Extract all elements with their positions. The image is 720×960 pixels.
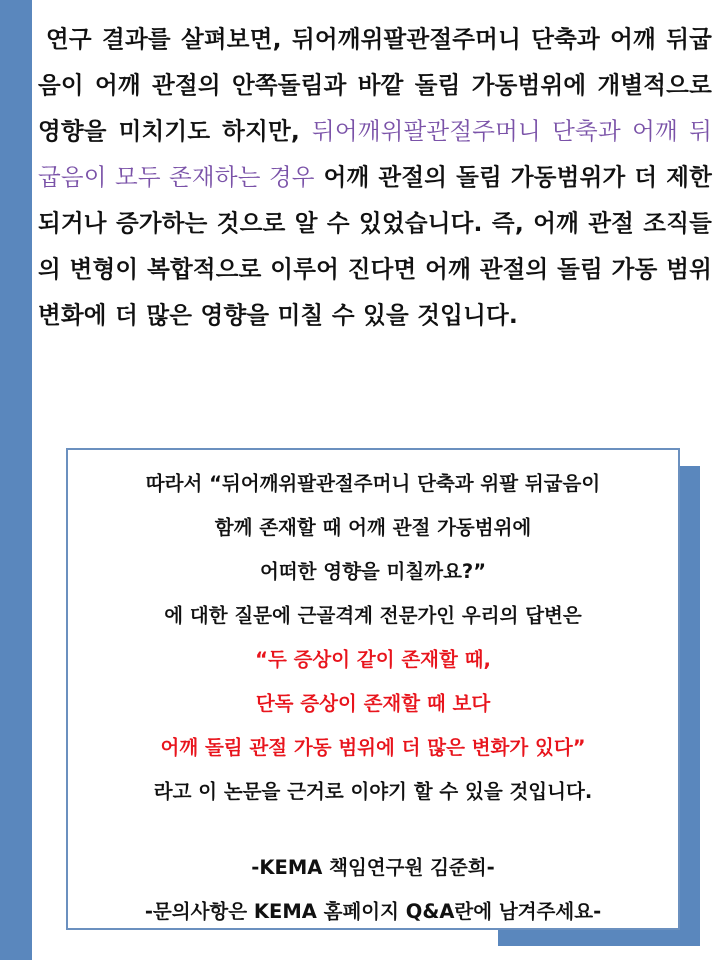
left-accent-bar bbox=[0, 0, 32, 960]
callout-line: 함께 존재할 때 어깨 관절 가동범위에 bbox=[214, 516, 532, 539]
callout-footer bbox=[68, 846, 678, 934]
callout-line: 따라서 “뒤어깨위팔관절주머니 단축과 위팔 뒤굽음이 bbox=[145, 472, 601, 495]
contact-notice: -문의사항은 KEMA 홈페이지 Q&A란에 남겨주세요- bbox=[144, 900, 602, 923]
callout-closing-line: 라고 이 논문을 근거로 이야기 할 수 있을 것입니다. bbox=[153, 780, 593, 803]
callout-box bbox=[66, 448, 680, 930]
article-text-part-2: 어깨 관절의 돌림 가동범위가 더 제한되거나 증가하는 것으로 알 수 있었습니다. 즉, 어깨 관절 조직들의 변형이 복합적으로 이루어 진다면 어깨 관절의 돌림 가동 범위 변화에 더 많은 영향을 미칠 수 있을 것입니다. bbox=[38, 163, 713, 329]
callout-line: 어떠한 영향을 미칠까요?” bbox=[259, 560, 487, 583]
article-paragraph bbox=[38, 16, 712, 338]
article-text-part-1: 연구 결과를 살펴보면, 뒤어깨위팔관절주머니 단축과 어깨 뒤굽음이 어깨 관절의 안쪽돌림과 바깥 돌림 가동범위에 개별적으로 영향을 미치기도 하지만, bbox=[38, 25, 712, 145]
answer-line: “두 증상이 같이 존재할 때, bbox=[255, 648, 491, 671]
author-signature: -KEMA 책임연구원 김준희- bbox=[251, 856, 495, 879]
answer-line: 어깨 돌림 관절 가동 범위에 더 많은 변화가 있다” bbox=[160, 736, 586, 759]
article-highlight-text: 뒤어깨위팔관절주머니 단축과 어깨 뒤굽음이 모두 존재하는 경우 bbox=[38, 117, 712, 191]
answer-line: 단독 증상이 존재할 때 보다 bbox=[255, 692, 491, 715]
callout-line: 에 대한 질문에 근골격계 전문가인 우리의 답변은 bbox=[164, 604, 582, 627]
callout-text bbox=[68, 462, 678, 814]
